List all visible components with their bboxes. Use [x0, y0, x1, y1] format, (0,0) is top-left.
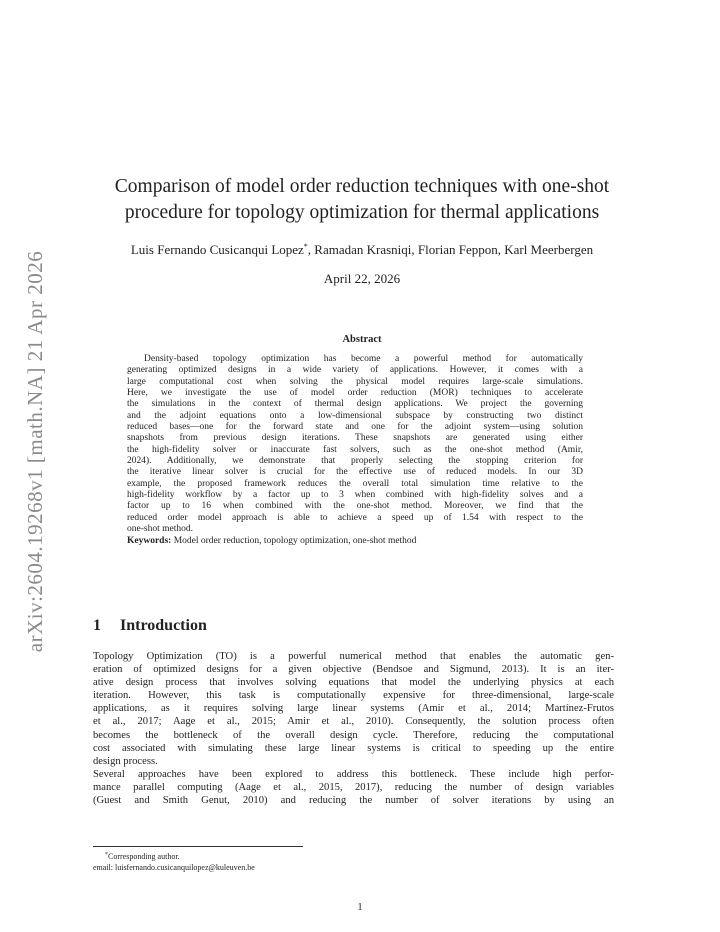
section-title: Introduction: [120, 617, 207, 634]
abstract-line: one-shot method.: [127, 524, 193, 535]
body-line: ative design process that involves solving equations that model the underlying physics at each: [93, 677, 614, 689]
footnote-text: Corresponding author.: [108, 852, 180, 861]
abstract-line: 2024). Additionally, we demonstrate that properly selecting the stopping criterion for: [127, 456, 583, 467]
abstract-line: and the adjoint equations onto a low-dimensional subspace by constructing two distinct: [127, 410, 583, 421]
author-list: [92, 242, 632, 258]
body-line: applications, as it requires solving large linear systems (Amir et al., 2014; Martínez-Frutos: [93, 703, 614, 715]
abstract-line: the iterative linear solver is crucial for the effective use of reduced models. In our 3D: [127, 467, 583, 478]
abstract-line: Here, we investigate the use of model order reduction (MOR) techniques to accelerate: [127, 388, 583, 399]
abstract-line: the simulations in the context of thermal design applications. We project the governing: [127, 399, 583, 410]
author-first: Luis Fernando Cusicanqui Lopez: [130, 242, 304, 257]
author-rest: , Ramadan Krasniqi, Florian Feppon, Karl Meerbergen: [307, 242, 594, 257]
footnote-corresponding: [93, 850, 614, 862]
section-number: 1: [93, 617, 101, 634]
body-line: Several approaches have been explored to address this bottleneck. These include high perfor-: [93, 768, 614, 780]
abstract-line: factor up to 16 when combined with the one-shot method. Moreover, we find that the: [127, 501, 583, 512]
body-line: eration of optimized designs for a given objective (Bendsoe and Sigmund, 2013). It is an iter-: [93, 664, 614, 676]
arxiv-side-stamp: [14, 243, 58, 659]
author-footnote-mark: *: [303, 242, 308, 251]
keywords-text: Model order reduction, topology optimization, one-shot method: [171, 535, 417, 546]
abstract-line: large computational cost when solving the physical model requires large-scale simulations.: [127, 376, 583, 387]
body-line: iteration. However, this task is computationally expensive for three-dimensional, large-scale: [93, 690, 614, 702]
footnote: [93, 850, 614, 873]
abstract-heading: Abstract: [342, 334, 382, 345]
body-line: et al., 2017; Aage et al., 2015; Amir et al., 2010). Consequently, the solution process often: [93, 716, 614, 728]
body-line: mance parallel computing (Aage et al., 2015, 2017), reducing the number of design variables: [93, 781, 614, 793]
footnote-mark: *: [105, 852, 108, 858]
keywords-line: [127, 536, 583, 547]
page-number: 1: [357, 902, 363, 913]
paper-date: April 22, 2026: [323, 271, 401, 286]
body-line: design process.: [93, 755, 158, 767]
abstract-line: snapshots from previous design iterations. These snapshots are generated using either: [127, 433, 583, 444]
abstract-line: example, the proposed framework reduces the overall total simulation time relative to the: [127, 478, 583, 489]
abstract-line: the high-fidelity solver or inaccurate fast solvers, such as the one-shot method (Amir,: [127, 444, 583, 455]
section-heading: [93, 617, 207, 635]
body-line: becomes the bottleneck of the overall design cycle. Therefore, reducing the computational: [93, 729, 614, 741]
title-line-1: Comparison of model order reduction techniques with one-shot: [114, 176, 610, 197]
keywords-label: Keywords:: [127, 535, 172, 546]
footnote-divider: [93, 846, 303, 847]
abstract-line: reduced bases—one for the forward state and one for the adjoint system—using solution: [127, 422, 583, 433]
body-line: cost associated with simulating these large linear systems is critical to speeding up the entire: [93, 742, 614, 754]
abstract-body: [127, 354, 583, 547]
introduction-body: [93, 650, 614, 807]
body-line: Topology Optimization (TO) is a powerful numerical method that enables the automatic gen-: [93, 651, 614, 662]
body-line: (Guest and Smith Genut, 2010) and reducing the number of solver iterations by using an: [93, 795, 614, 807]
abstract-line: Density-based topology optimization has become a powerful method for automatically: [144, 354, 583, 364]
abstract-line: generating optimized designs in a wide variety of applications. However, it comes with a: [127, 365, 583, 376]
abstract-line: high-fidelity workflow by a factor up to 3 when combined with high-fidelity solves and a: [127, 490, 583, 501]
arxiv-identifier: arXiv:2604.19268v1 [math.NA] 21 Apr 2026: [23, 250, 48, 652]
footnote-email: email: luisfernando.cusicanquilopez@kuleuven.be: [93, 863, 255, 872]
paper-title: [92, 174, 632, 226]
abstract-line: reduced order model approach is able to achieve a speed up of 1.54 with respect to the: [127, 512, 583, 523]
title-line-2: procedure for topology optimization for thermal applications: [124, 202, 600, 223]
